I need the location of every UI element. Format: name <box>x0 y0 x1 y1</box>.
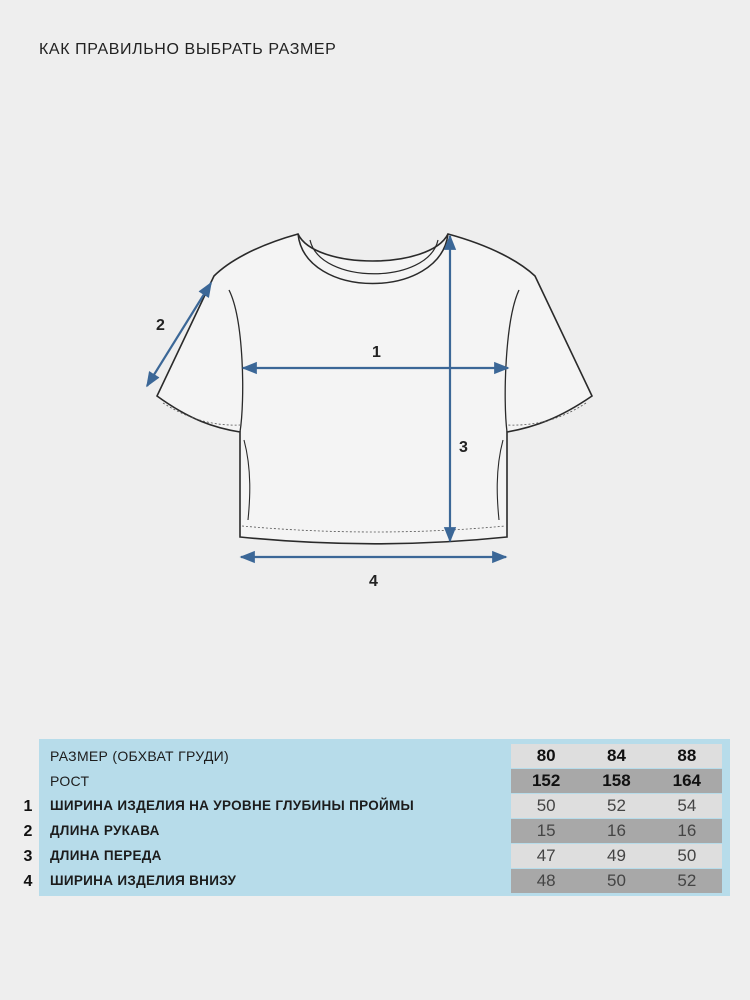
row-index: 1 <box>23 798 33 815</box>
table-cell: 47 <box>536 846 556 865</box>
row-index: 4 <box>23 873 33 890</box>
tshirt-outline <box>157 234 592 544</box>
size-table <box>39 739 730 896</box>
height-values <box>511 769 722 793</box>
table-cell: 52 <box>607 796 626 815</box>
table-row <box>39 844 730 868</box>
table-row-height <box>39 769 730 793</box>
table-cell: 50 <box>607 871 626 890</box>
row-values <box>511 819 722 843</box>
table-cell: 84 <box>607 746 626 765</box>
table-cell: 50 <box>677 846 697 865</box>
row-label: ШИРИНА ИЗДЕЛИЯ НА УРОВНЕ ГЛУБИНЫ ПРОЙМЫ <box>50 798 415 813</box>
size-values <box>511 744 722 768</box>
table-cell: 49 <box>607 846 626 865</box>
table-cell: 158 <box>602 771 631 790</box>
row-values <box>511 794 722 818</box>
row-label: РОСТ <box>50 773 90 789</box>
table-cell: 48 <box>536 871 556 890</box>
table-row-size <box>39 744 730 768</box>
table-row <box>39 819 730 843</box>
row-values <box>511 869 722 893</box>
measure-4-label: 4 <box>369 573 378 590</box>
row-label: ДЛИНА РУКАВА <box>50 823 160 838</box>
measure-1-label: 1 <box>372 344 381 361</box>
table-cell: 54 <box>677 796 697 815</box>
row-label: ШИРИНА ИЗДЕЛИЯ ВНИЗУ <box>50 873 237 888</box>
measure-3-label: 3 <box>459 439 468 456</box>
row-label: ДЛИНА ПЕРЕДА <box>50 848 162 863</box>
page-title: КАК ПРАВИЛЬНО ВЫБРАТЬ РАЗМЕР <box>39 41 337 58</box>
table-cell: 52 <box>677 871 697 890</box>
measure-2-label: 2 <box>156 317 165 334</box>
table-cell: 16 <box>607 821 626 840</box>
row-index: 3 <box>23 848 33 865</box>
table-cell: 88 <box>677 746 697 765</box>
row-label: РАЗМЕР (ОБХВАТ ГРУДИ) <box>50 748 229 764</box>
table-cell: 50 <box>536 796 556 815</box>
table-row <box>39 794 730 818</box>
row-index: 2 <box>23 823 33 840</box>
table-cell: 16 <box>677 821 697 840</box>
table-cell: 152 <box>531 771 561 790</box>
row-values <box>511 844 722 868</box>
table-cell: 80 <box>536 746 556 765</box>
table-cell: 15 <box>536 821 556 840</box>
table-cell: 164 <box>672 771 701 790</box>
table-row <box>39 869 730 893</box>
